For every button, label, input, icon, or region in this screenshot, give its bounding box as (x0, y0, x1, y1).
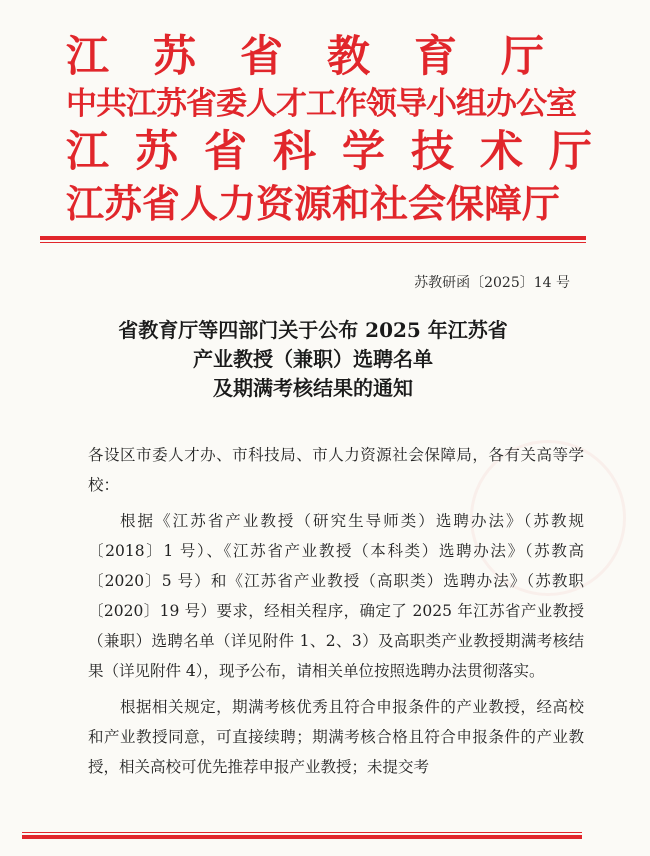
header-red-rule (40, 236, 586, 244)
authority-line-1 (66, 32, 586, 82)
title-line-3: 及期满考核结果的通知 (213, 376, 413, 400)
authority-name: 江苏省人力资源和社会保障厅 (66, 181, 561, 226)
footer-red-rule (22, 832, 582, 839)
body-paragraph-2: 根据相关规定，期满考核优秀且符合申报条件的产业教授，经高校和产业教授同意，可直接续聘；期满考核合格且符合申报条件的产业教授，相关高校可优先推荐申报产业教授；未提交考 (88, 698, 584, 776)
title-line-2: 产业教授（兼职）选聘名单 (193, 347, 433, 371)
issuing-authorities-header (66, 32, 618, 230)
salutation: 各设区市委人才办、市科技局、市人力资源社会保障局，各有关高等学校： (88, 446, 584, 494)
document-title (40, 316, 586, 403)
authority-line-4 (66, 178, 586, 230)
authority-line-2 (66, 82, 586, 126)
body-paragraph-1: 根据《江苏省产业教授（研究生导师类）选聘办法》（苏教规〔2018〕1 号）、《江苏省产业教授（本科类）选聘办法》（苏教高〔2020〕5 号）和《江苏省产业教授（高职类）选聘办法》（苏教职〔2020〕19 号）要求，经相关程序，确定了 2025 年江苏省产业教授（兼职）选聘名单（详见附件 1、2、3）及高职类产业教授期满考核结果（详见附件 4），现予公布，请相关单位按照选聘办法贯彻落实。 (88, 512, 584, 680)
title-line-1: 省教育厅等四部门关于公布 2025 年江苏省 (118, 318, 508, 342)
authority-name: 中共江苏省委人才工作领导小组办公室 (66, 86, 576, 122)
document-body (88, 440, 584, 788)
authority-line-3 (66, 126, 618, 178)
authority-name: 江苏省教育厅 (66, 32, 588, 82)
authority-name: 江苏省科学技术厅 (66, 127, 618, 177)
document-number: 苏教研函〔2025〕14 号 (414, 275, 570, 291)
